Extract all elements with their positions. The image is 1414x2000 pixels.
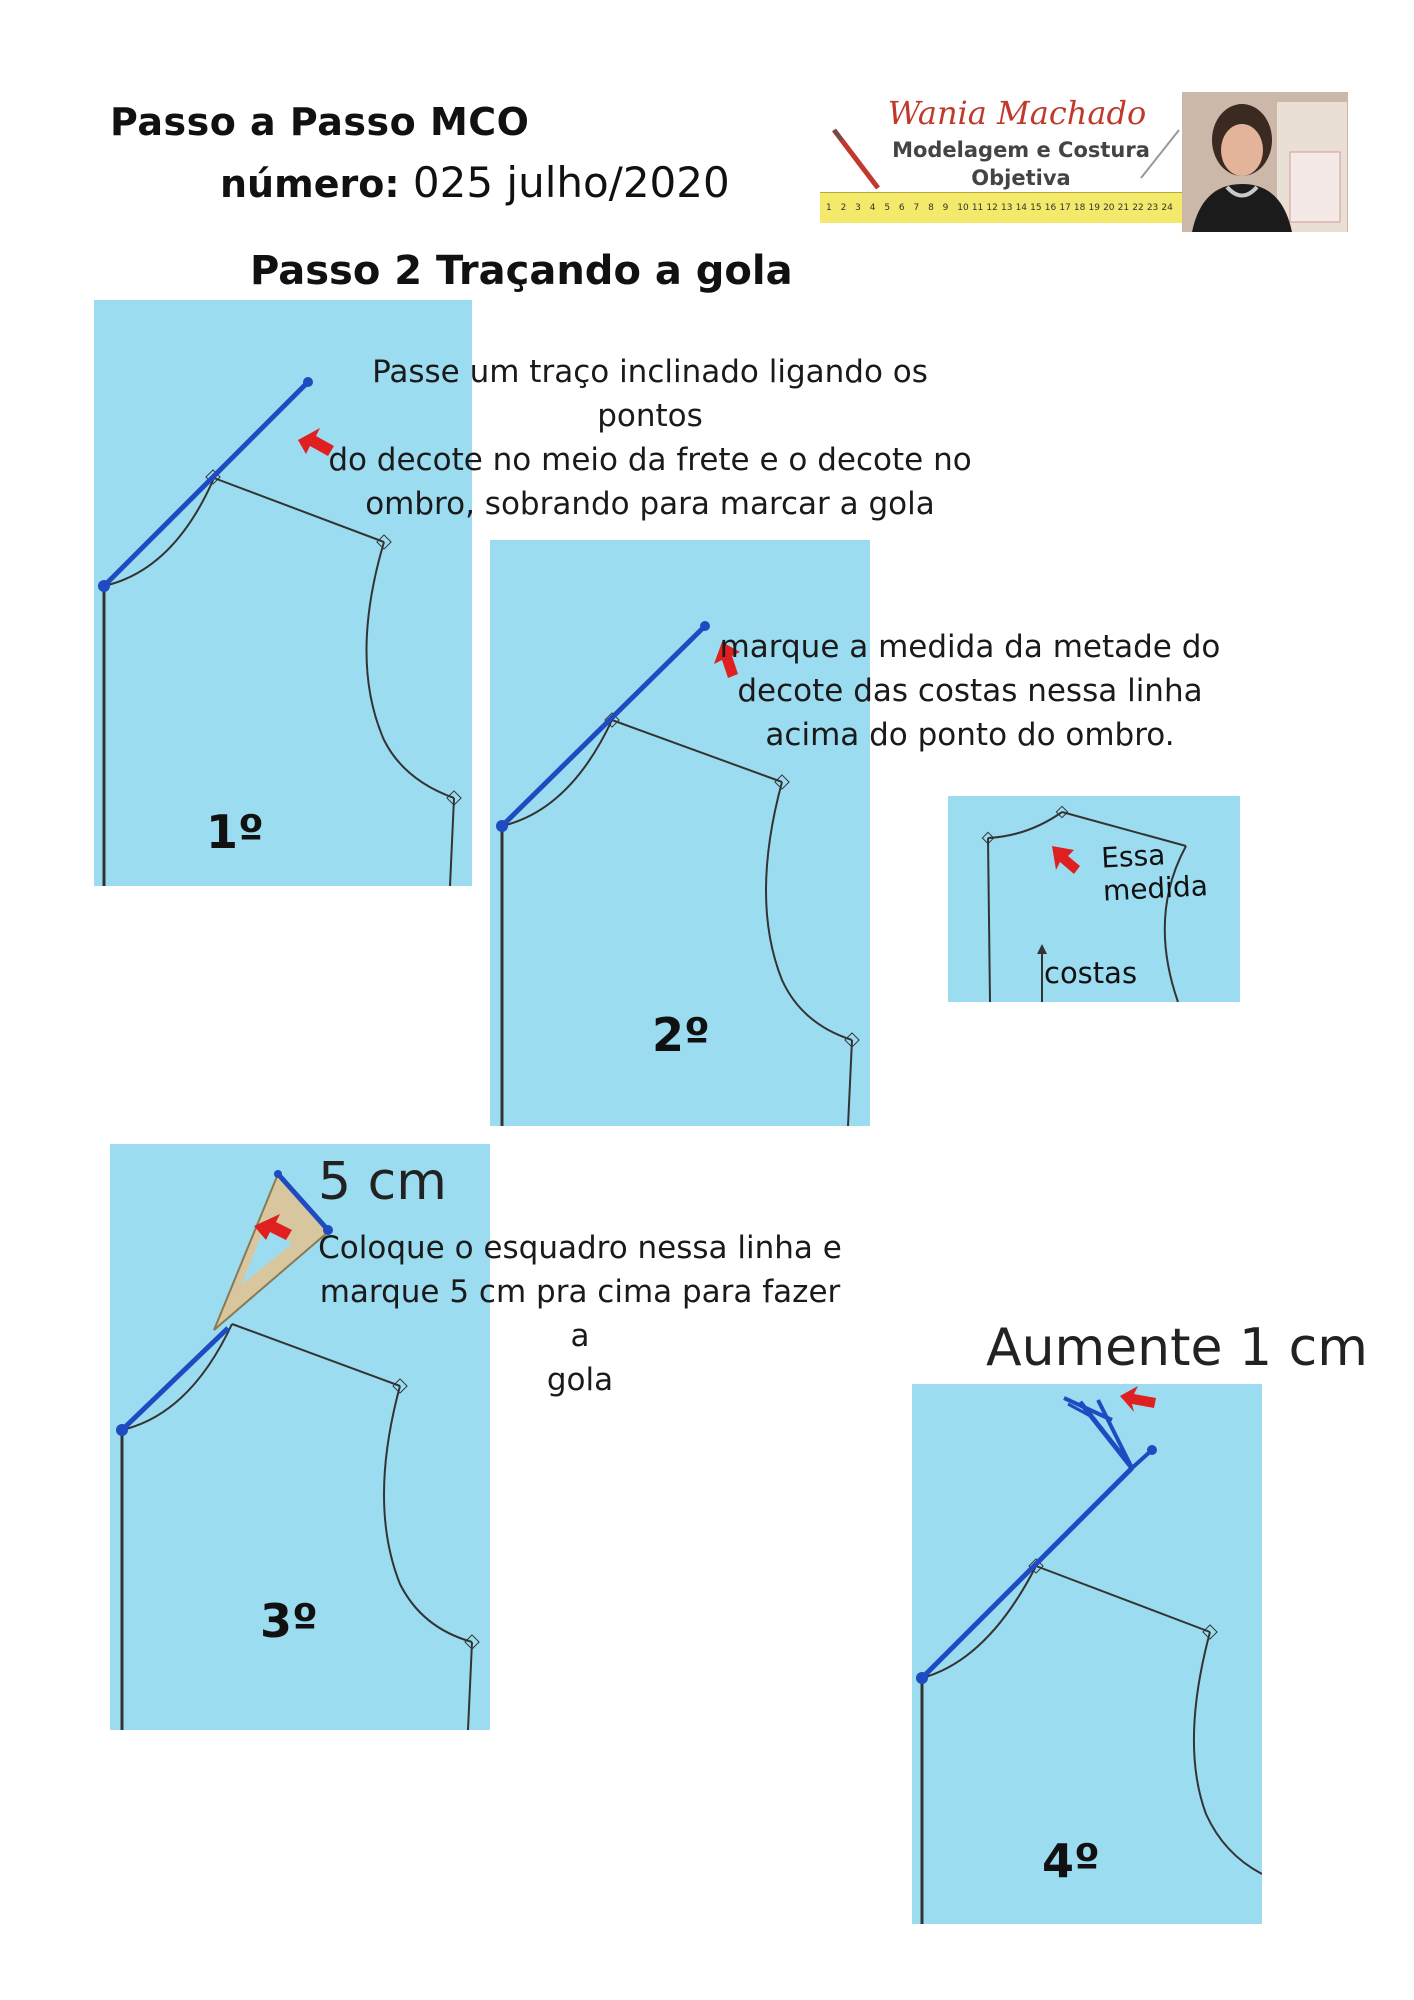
ruler-number: 7 [913,203,920,213]
step4-heading: Aumente 1 cm [986,1318,1368,1378]
ruler-number: 23 [1146,203,1159,213]
step4-panel [912,1384,1262,1924]
back-neckline-inset [948,796,1240,1002]
step3-caption-line: marque 5 cm pra cima para fazer a [319,1274,841,1354]
number-value: 025 julho/2020 [412,158,730,207]
step2-caption-line: acima do ponto do ombro. [765,717,1175,753]
step2-caption [700,625,1240,757]
logo-subtitle-2: Objetiva [971,166,1071,190]
ruler-number: 12 [986,203,998,213]
ruler-number: 17 [1059,203,1071,213]
ruler-number: 21 [1117,203,1130,213]
logo-subtitle-1: Modelagem e Costura [892,138,1150,162]
ruler-number: 18 [1073,203,1086,213]
ruler-number: 10 [957,203,969,213]
brand-logo [820,92,1348,232]
step1-caption [320,350,980,526]
step-title: Passo 2 Traçando a gola [250,248,793,294]
ruler-number: 20 [1103,203,1115,213]
ruler-number: 13 [1001,203,1013,213]
ruler-number: 15 [1030,203,1042,213]
step1-number: 1º [206,805,264,859]
ruler-number: 9 [942,203,949,213]
ruler-number: 6 [898,203,905,213]
ruler-number: 11 [971,203,984,213]
step1-caption-line: ombro, sobrando para marcar a gola [365,486,935,522]
step2-caption-line: decote das costas nessa linha [737,673,1203,709]
ruler-number: 2 [840,203,847,213]
ruler-number: 22 [1132,203,1144,213]
inset-label: Essa medida [1100,838,1209,908]
logo-brand-name: Wania Machado [887,94,1147,132]
document-number [220,158,730,207]
author-photo [1182,92,1348,232]
step4-number: 4º [1042,1834,1100,1888]
tape-measure [820,192,1182,223]
inset-sublabel: costas [1044,956,1138,990]
step3-caption-line: Coloque o esquadro nessa linha e [318,1230,842,1266]
step2-number: 2º [652,1008,710,1062]
ruler-number: 5 [884,203,891,213]
number-label: número: [220,162,400,206]
ruler-number: 19 [1088,203,1100,213]
step1-caption-line: do decote no meio da frete e o decote no [328,442,972,478]
step3-caption [310,1226,850,1402]
ruler-number: 14 [1015,203,1028,213]
step3-number: 3º [260,1594,318,1648]
step1-caption-line: Passe um traço inclinado ligando os pontos [372,354,928,434]
document-title: Passo a Passo MCO [110,100,530,144]
ruler-number: 3 [855,203,861,213]
step2-caption-line: marque a medida da metade do [719,629,1221,665]
ruler-number: 8 [928,203,934,213]
ruler-number: 16 [1044,203,1057,213]
ruler-number: 24 [1161,203,1173,213]
ruler-number: 1 [826,203,832,213]
step3-caption-line: gola [546,1362,614,1398]
step3-measure: 5 cm [318,1152,447,1212]
ruler-number: 4 [869,203,876,213]
